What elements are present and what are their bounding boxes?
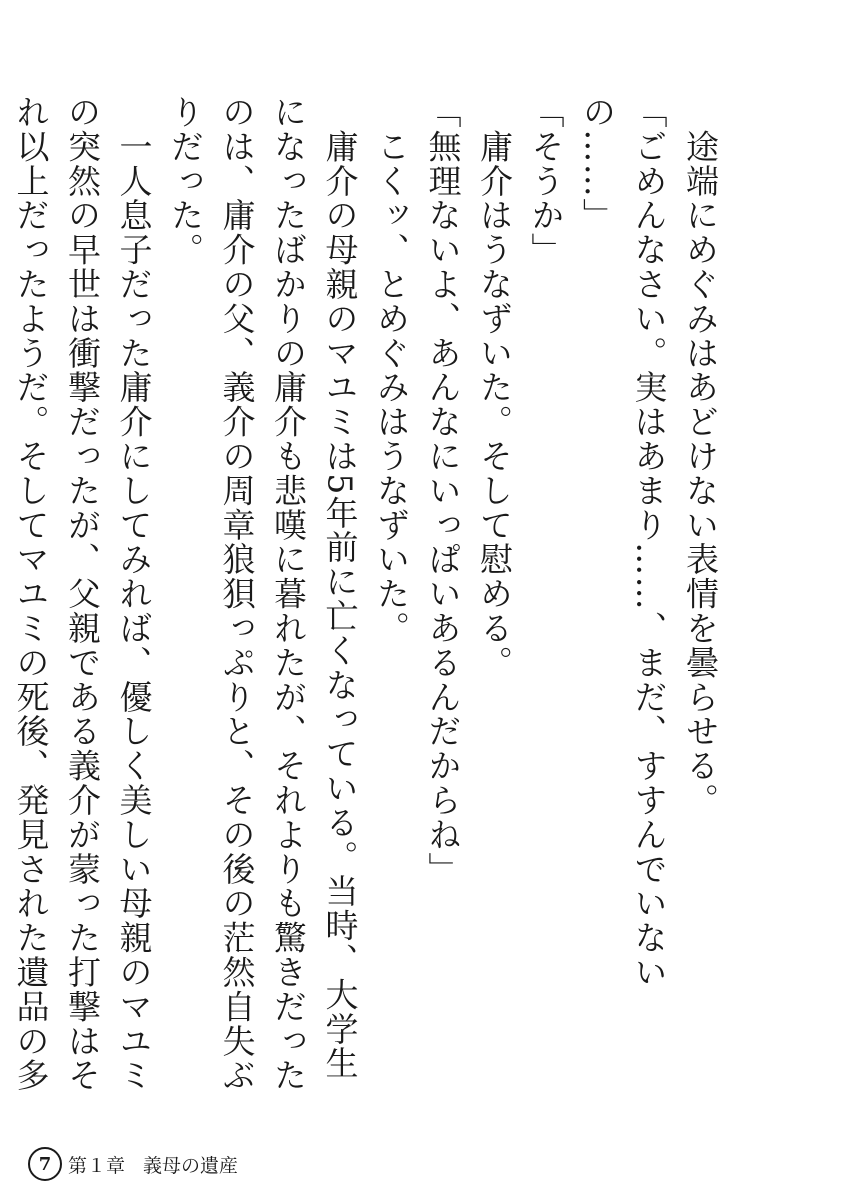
page-footer bbox=[28, 1146, 238, 1182]
paragraph: 「ごめんなさい。実はあまり……、まだ、すすんでいないの……」 bbox=[578, 95, 669, 990]
paragraph: こくッ、とめぐみはうなずいた。 bbox=[372, 95, 411, 646]
paragraph: 「無理ないよ、あんなにいっぱいあるんだからね」 bbox=[423, 95, 463, 887]
paragraph: 一人息子だった庸介にしてみれば、優しく美しい母親のマユミの突然の早世は衝撃だったが、父親である義介が蒙った打撃はそれ以上だったようだ。そしてマユミの死後、発見された遺品の多 bbox=[11, 95, 154, 1093]
chapter-title: 義母の遺産 bbox=[143, 1154, 239, 1177]
page-number: 7 bbox=[28, 1147, 62, 1181]
paragraph: 庸介の母親のマユミは5年前に亡くなっている。当時、大学生になったばかりの庸介も悲嘆に暮れたが、それよりも驚きだったのは、庸介の父、義介の周章狼狽っぷりと、その後の茫然自失ぶりだった。 bbox=[166, 95, 360, 1093]
chapter-label: 第１章 bbox=[68, 1154, 126, 1177]
paragraph: 途端にめぐみはあどけない表情を曇らせる。 bbox=[681, 95, 720, 818]
vertical-text-block bbox=[11, 95, 726, 1095]
paragraph: 庸介はうなずいた。そして慰める。 bbox=[475, 95, 514, 680]
paragraph: 「そうか」 bbox=[526, 95, 566, 267]
